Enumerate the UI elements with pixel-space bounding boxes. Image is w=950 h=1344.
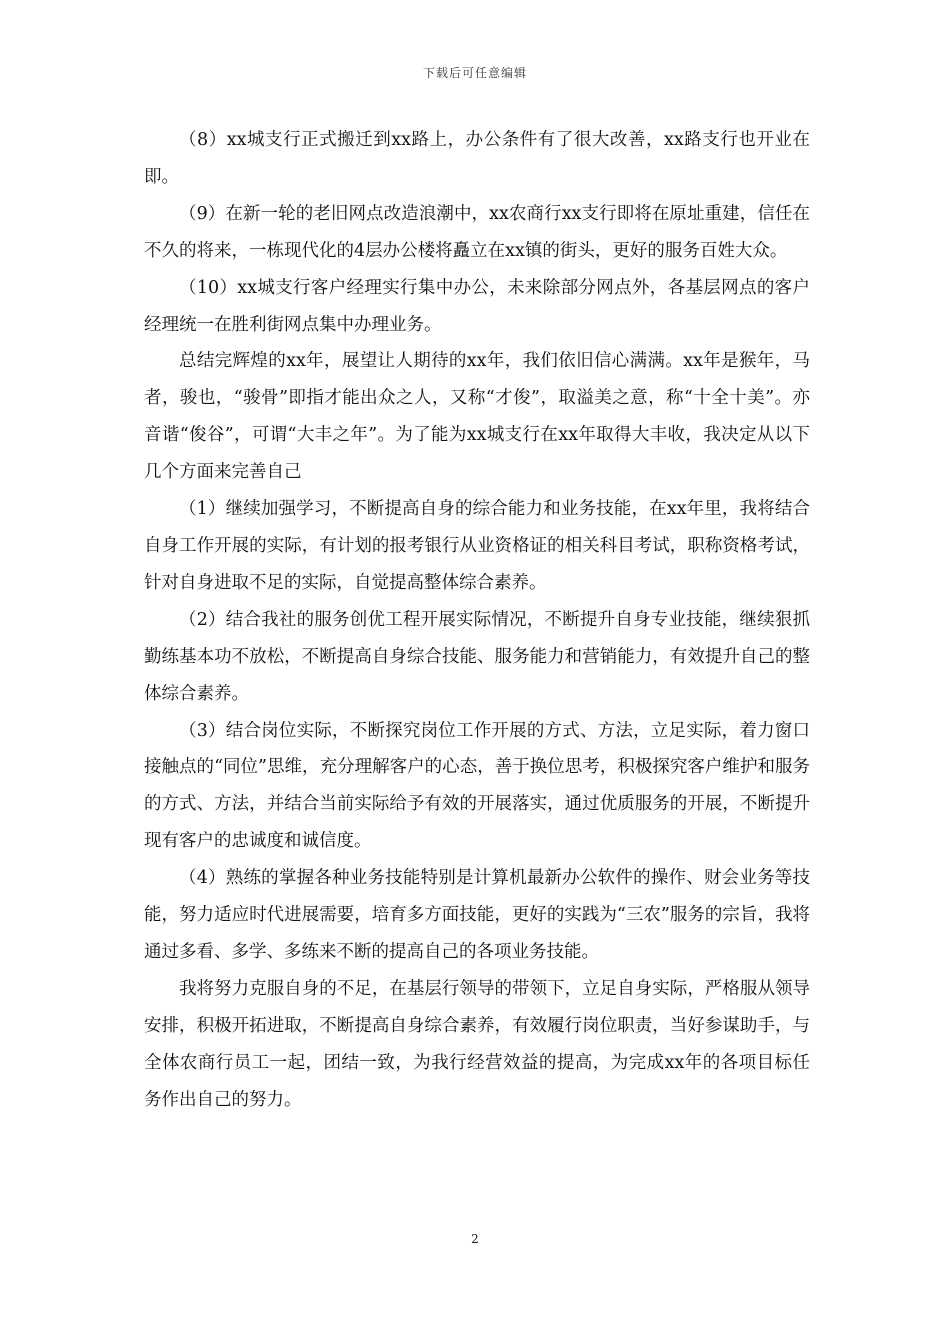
paragraph-summary: 总结完辉煌的xx年，展望让人期待的xx年，我们依旧信心满满。xx年是猴年，马者，骏也，“骏骨”即指才能出众之人，又称“才俊”，取溢美之意，称“十全十美”。亦音谐“俊谷”，可谓“大丰之年”。为了能为xx城支行在xx年取得大丰收，我决定从以下几个方面来完善自己 (144, 351, 810, 483)
page-number: 2 (471, 1232, 479, 1246)
paragraph-item-9: （9）在新一轮的老旧网点改造浪潮中，xx农商行xx支行即将在原址重建，信任在不久的将来，一栋现代化的4层办公楼将矗立在xx镇的街头，更好的服务百姓大众。 (144, 203, 810, 261)
paragraph-item-10: （10）xx城支行客户经理实行集中办公，未来除部分网点外，各基层网点的客户经理统一在胜利街网点集中办理业务。 (144, 277, 810, 335)
paragraph-plan-3: （3）结合岗位实际，不断探究岗位工作开展的方式、方法，立足实际，着力窗口接触点的“同位”思维，充分理解客户的心态，善于换位思考，积极探究客户维护和服务的方式、方法，并结合当前实际给予有效的开展落实，通过优质服务的开展，不断提升现有客户的忠诚度和诚信度。 (144, 720, 810, 852)
page-header: 下载后可任意编辑 (422, 66, 527, 80)
paragraph-plan-1: （1）继续加强学习，不断提高自身的综合能力和业务技能，在xx年里，我将结合自身工作开展的实际，有计划的报考银行从业资格证的相关科目考试，职称资格考试，针对自身进取不足的实际，自觉提高整体综合素养。 (144, 499, 810, 593)
paragraph-conclusion: 我将努力克服自身的不足，在基层行领导的带领下，立足自身实际，严格服从领导安排，积极开拓进取，不断提高自身综合素养，有效履行岗位职责，当好参谋助手，与全体农商行员工一起，团结一致，为我行经营效益的提高，为完成xx年的各项目标任务作出自己的努力。 (144, 978, 810, 1110)
document-body (144, 122, 810, 1118)
paragraph-plan-2: （2）结合我社的服务创优工程开展实际情况，不断提升自身专业技能，继续狠抓勤练基本功不放松，不断提高自身综合技能、服务能力和营销能力，有效提升自己的整体综合素养。 (144, 609, 810, 704)
paragraph-item-8: （8）xx城支行正式搬迁到xx路上，办公条件有了很大改善，xx路支行也开业在即。 (144, 130, 810, 187)
paragraph-plan-4: （4）熟练的掌握各种业务技能特别是计算机最新办公软件的操作、财会业务等技能，努力适应时代进展需要，培育多方面技能，更好的实践为“三农”服务的宗旨，我将通过多看、多学、多练来不断的提高自己的各项业务技能。 (144, 868, 810, 962)
